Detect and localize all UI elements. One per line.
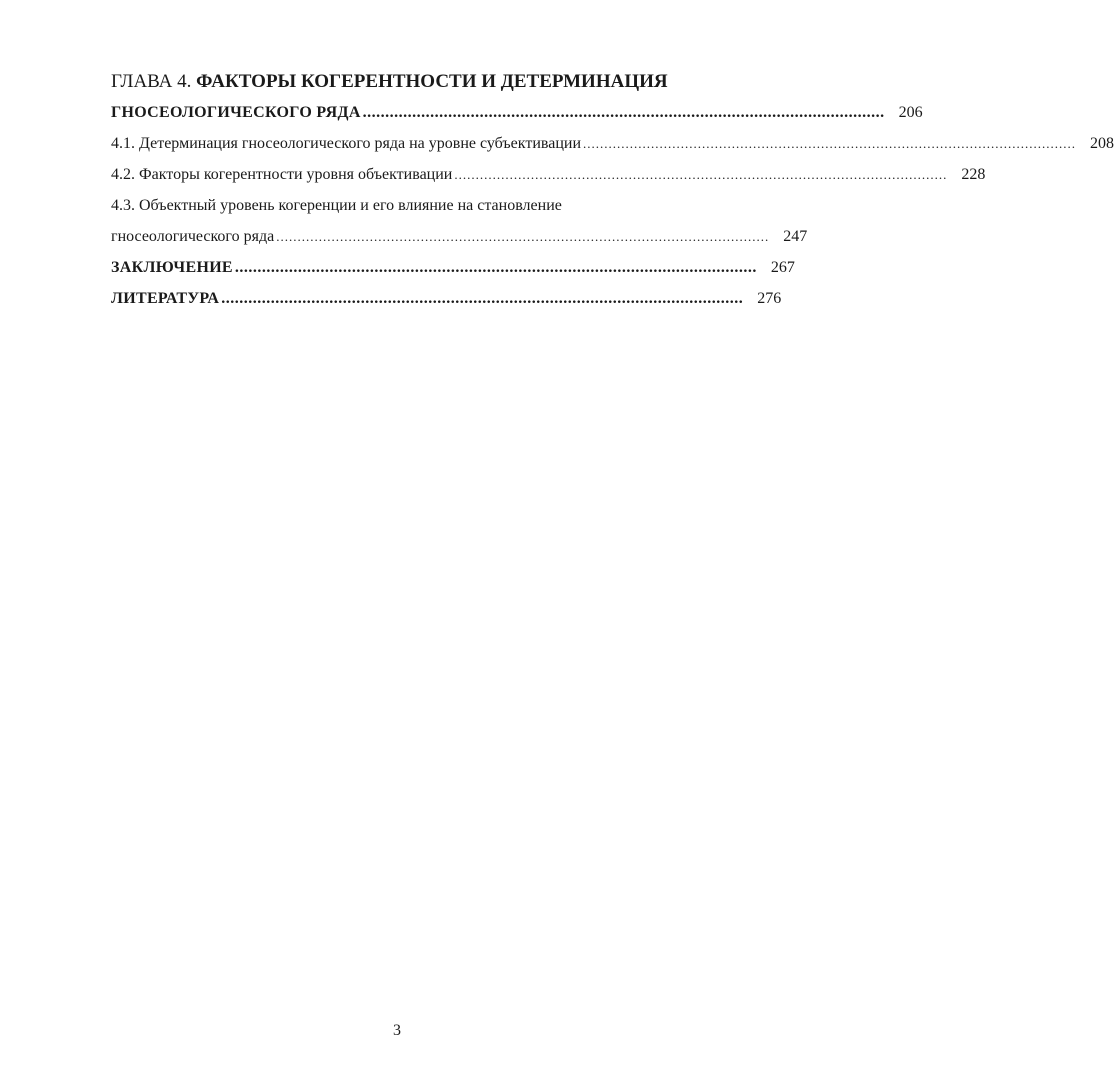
- section-title: 4.3. Объектный уровень когеренции и его влияние на становление: [111, 197, 562, 214]
- section-title: 4.1. Детерминация гносеологического ряда на уровне субъективации: [111, 135, 582, 152]
- page-ref: 276: [757, 290, 782, 307]
- section-title-continued: гносеологического ряда: [111, 228, 275, 245]
- literature-title: ЛИТЕРАТУРА: [111, 290, 220, 307]
- dot-leader: ....................................................................................................................: [276, 229, 770, 244]
- dot-leader: ....................................................................................................................: [362, 104, 885, 121]
- toc-entry-4-2: [111, 159, 986, 190]
- dot-leader: ....................................................................................................................: [221, 290, 744, 307]
- toc-entry-4-1: [111, 128, 1114, 159]
- toc-entry-4-3: [111, 221, 808, 252]
- conclusion-title: ЗАКЛЮЧЕНИЕ: [111, 259, 233, 276]
- table-of-contents: [111, 66, 1114, 314]
- chapter-prefix: ГЛАВА 4.: [111, 71, 192, 92]
- page-number: 3: [393, 1022, 401, 1039]
- page-ref: 267: [770, 259, 795, 276]
- dot-leader: ....................................................................................................................: [583, 136, 1077, 151]
- chapter-title: ФАКТОРЫ КОГЕРЕНТНОСТИ И ДЕТЕРМИНАЦИЯ: [196, 71, 668, 92]
- page-ref: 206: [898, 104, 923, 121]
- toc-entry-4-3-line1: [111, 190, 737, 221]
- toc-entry-chapter-4: [111, 97, 923, 128]
- dot-leader: ....................................................................................................................: [454, 167, 948, 182]
- chapter-title-continued: ГНОСЕОЛОГИЧЕСКОГО РЯДА: [111, 104, 361, 121]
- toc-entry-literature: [111, 283, 782, 314]
- chapter-4-heading: [111, 66, 737, 97]
- page-ref: 208: [1090, 135, 1114, 152]
- toc-entry-conclusion: [111, 252, 795, 283]
- page-ref: 228: [961, 166, 986, 183]
- dot-leader: ....................................................................................................................: [234, 259, 757, 276]
- section-title: 4.2. Факторы когерентности уровня объективации: [111, 166, 453, 183]
- page-ref: 247: [783, 228, 808, 245]
